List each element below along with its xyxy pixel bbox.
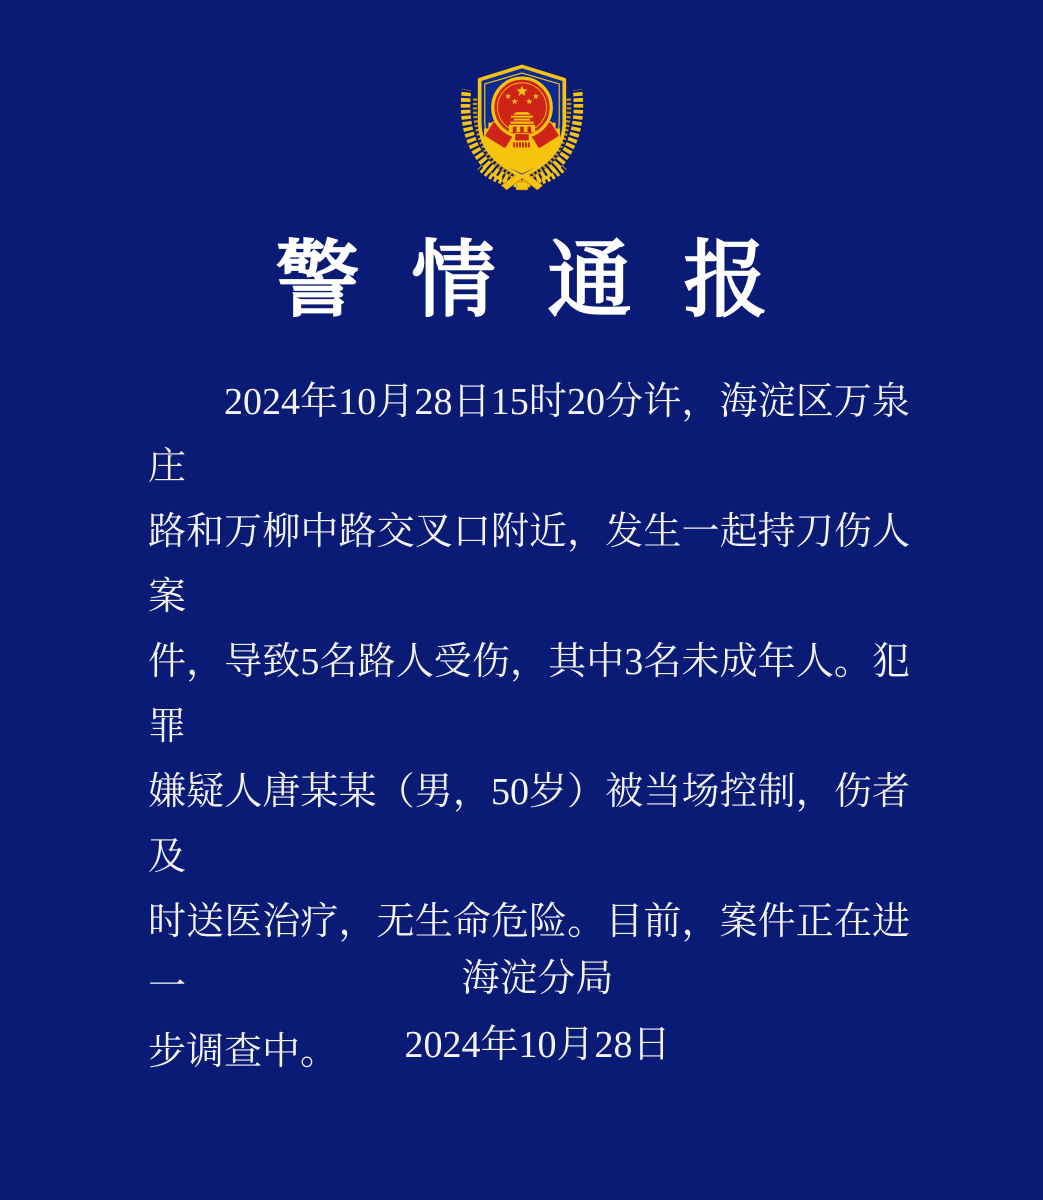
police-badge-emblem [449, 46, 595, 192]
body-line: 2024年10月28日15时20分许，海淀区万泉庄 [148, 381, 910, 488]
signature-block [16, 946, 1043, 1078]
page-title-text: 警情通报 [275, 235, 820, 328]
body-line: 嫌疑人唐某某（男，50岁）被当场控制，伤者及 [148, 771, 910, 878]
body-line: 时送医治疗，无生命危险。目前，案件正在进一 [148, 901, 910, 1008]
body-line: 步调查中。 [148, 1031, 339, 1073]
china-police-badge-icon [449, 46, 595, 192]
signature-date: 2024年10月28日 [404, 1024, 671, 1066]
page-title [0, 230, 1043, 334]
body-line: 件，导致5名路人受伤，其中3名未成年人。犯罪 [148, 641, 910, 748]
body-line: 路和万柳中路交叉口附近，发生一起持刀伤人案 [148, 511, 910, 618]
signature-agency: 海淀分局 [461, 958, 614, 1000]
